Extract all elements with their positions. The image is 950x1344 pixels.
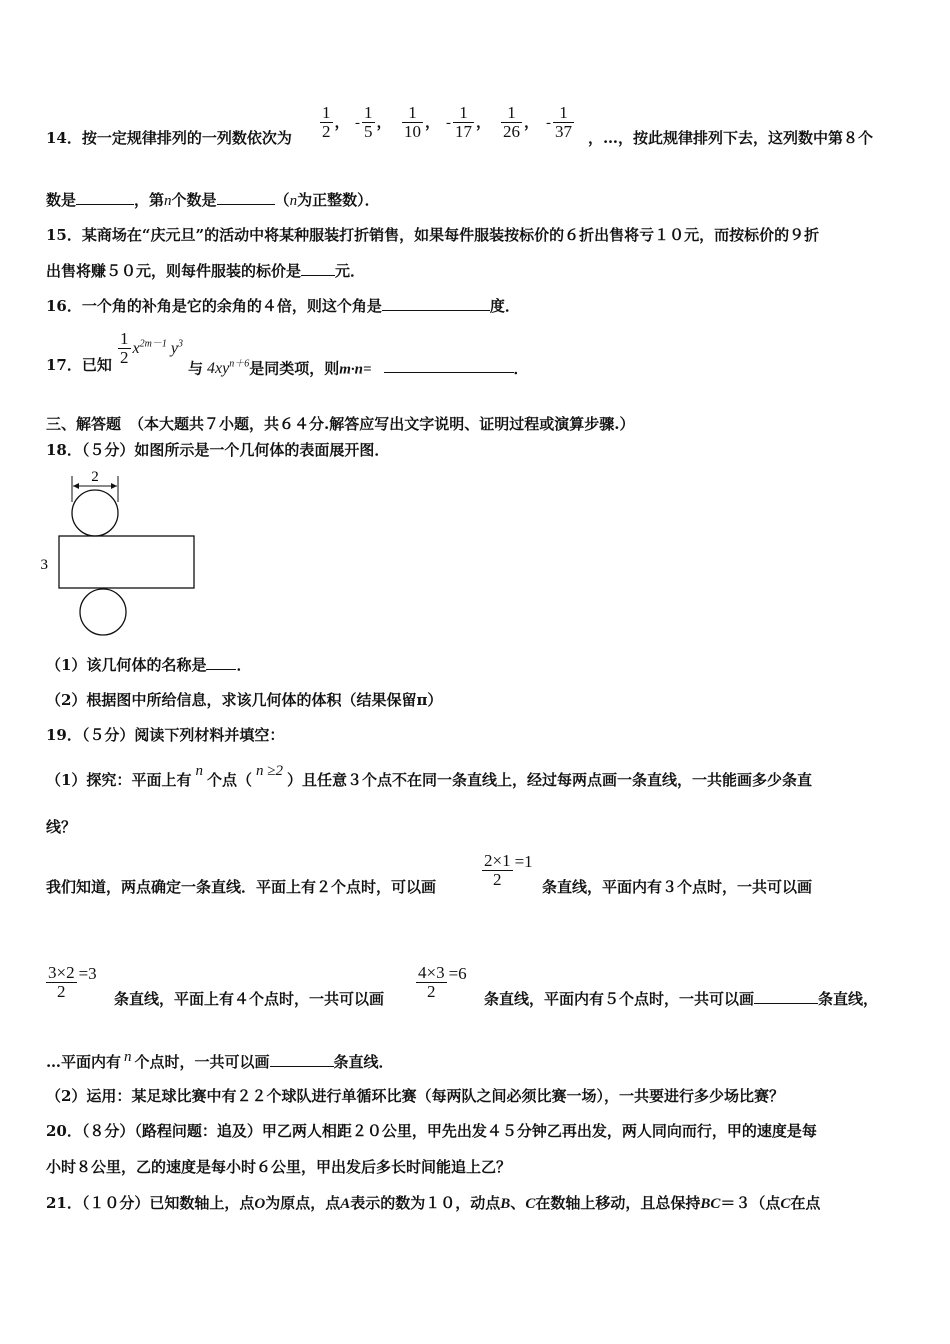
q17-rest: 与 $4xy^{n+6}$是同类项，则m·n= ．: [188, 359, 529, 378]
top-circle: [72, 490, 118, 536]
bottom-circle: [80, 589, 126, 635]
q18-sub2: （2）根据图中所给信息，求该几何体的体积（结果保留π）: [46, 691, 443, 709]
q19-fraction-2: $\frac{3\times 2}{2}$ =3: [48, 963, 97, 1001]
section3-heading: 三、解答题 （本大题共７小题，共６４分.解答应写出文字说明、证明过程或演算步骤.）: [46, 415, 635, 433]
q19-blank-1[interactable]: [754, 989, 818, 1004]
q17-blank[interactable]: [384, 358, 514, 373]
q19-fraction-3: $\frac{4\times 3}{2}$ =6: [418, 963, 467, 1001]
q14-line1: [46, 128, 292, 148]
q14-suffix: ，…，按此规律排列下去，这列数中第８个: [588, 129, 874, 147]
q14-blank-2[interactable]: [217, 190, 275, 205]
q19-know-line1: 我们知道，两点确定一条直线．平面上有２个点时，可以画: [46, 878, 437, 896]
arrow-head-right: [111, 483, 117, 489]
q15-blank[interactable]: [301, 261, 335, 276]
q14-blank-1[interactable]: [76, 190, 134, 205]
q19-title: 19．（５分）阅读下列材料并填空：: [46, 726, 285, 744]
q16-blank[interactable]: [382, 296, 490, 311]
q14-line2: 数是 ，第n个数是 （n为正整数）．: [46, 191, 380, 209]
dimension-label-top: 2: [91, 469, 99, 485]
q18-blank[interactable]: [206, 655, 236, 670]
cylinder-net-figure: [40, 462, 210, 642]
q14-fraction-6: - $\frac{1}{37}$: [546, 103, 572, 141]
q19-blank-2[interactable]: [270, 1052, 334, 1067]
q19-sub1-line2: 线？: [46, 818, 77, 836]
q20-line1: 20．（８分）（路程问题：追及）甲乙两人相距２０公里，甲先出发４５分钟乙再出发，两人同向而行，甲的速度是每: [46, 1122, 817, 1140]
q17-term1: $\frac{1}{2}$ $x^{2m-1}$ $y^3$: [120, 329, 183, 367]
q19-sub2: （2）运用：某足球比赛中有２２个球队进行单循环比赛（每两队之间必须比赛一场），一共要进行多少场比赛？: [46, 1087, 784, 1105]
q16-line: 16．一个角的补角是它的余角的４倍，则这个角是 度．: [46, 297, 520, 315]
lateral-rectangle: [59, 536, 194, 588]
q14-fraction-3: $\frac{1}{10}$ ，: [404, 103, 441, 141]
q19-sub1-line1: （1）探究：平面上有 n 个点（ n ≥2 ）且任意３个点不在同一条直线上，经过每两点画一条直线，一共能画多少条直: [46, 763, 812, 789]
q15-line2: 出售将赚５０元，则每件服装的标价是 元．: [46, 262, 366, 280]
q14-fraction-2: - $\frac{1}{5}$ ，: [355, 103, 392, 141]
q18-sub1: （1）该几何体的名称是 ．: [46, 656, 252, 674]
arrow-head-left: [73, 483, 79, 489]
q20-line2: 小时８公里，乙的速度是每小时６公里，甲出发后多长时间能追上乙？: [46, 1158, 512, 1176]
q18-title: 18．（５分）如图所示是一个几何体的表面展开图．: [46, 441, 390, 459]
q14-fraction-4: - $\frac{1}{17}$ ，: [446, 103, 492, 141]
q14-prefix: 14．按一定规律排列的一列数依次为: [46, 129, 292, 147]
q19-know-line2a: 条直线，平面上有４个点时，一共可以画: [114, 990, 385, 1008]
q14-fraction-5: $\frac{1}{26}$ ，: [503, 103, 540, 141]
q19-know-line2b: 条直线，平面内有５个点时，一共可以画 条直线，: [484, 990, 879, 1008]
q19-fraction-1: $\frac{2\times 1}{2}$ =1: [484, 851, 533, 889]
q19-know-line1-end: 条直线，平面内有３个点时，一共可以画: [542, 878, 813, 896]
q21-line1: 21．（１０分）已知数轴上，点O为原点，点A表示的数为１０，动点B、C在数轴上移动，且总保持BC＝３（点C在点: [46, 1194, 821, 1212]
q17-prefix: 17．已知: [46, 356, 112, 374]
q14-fraction-1: $\frac{1}{2}$ ，: [322, 103, 350, 141]
dimension-label-side: 3: [40, 557, 48, 573]
q19-last-line: …平面内有 n 个点时，一共可以画 条直线．: [46, 1049, 394, 1071]
q15-line1: 15．某商场在“庆元旦”的活动中将某种服装打折销售，如果每件服装按标价的６折出售将亏１０元，而按标价的９折: [46, 226, 820, 244]
